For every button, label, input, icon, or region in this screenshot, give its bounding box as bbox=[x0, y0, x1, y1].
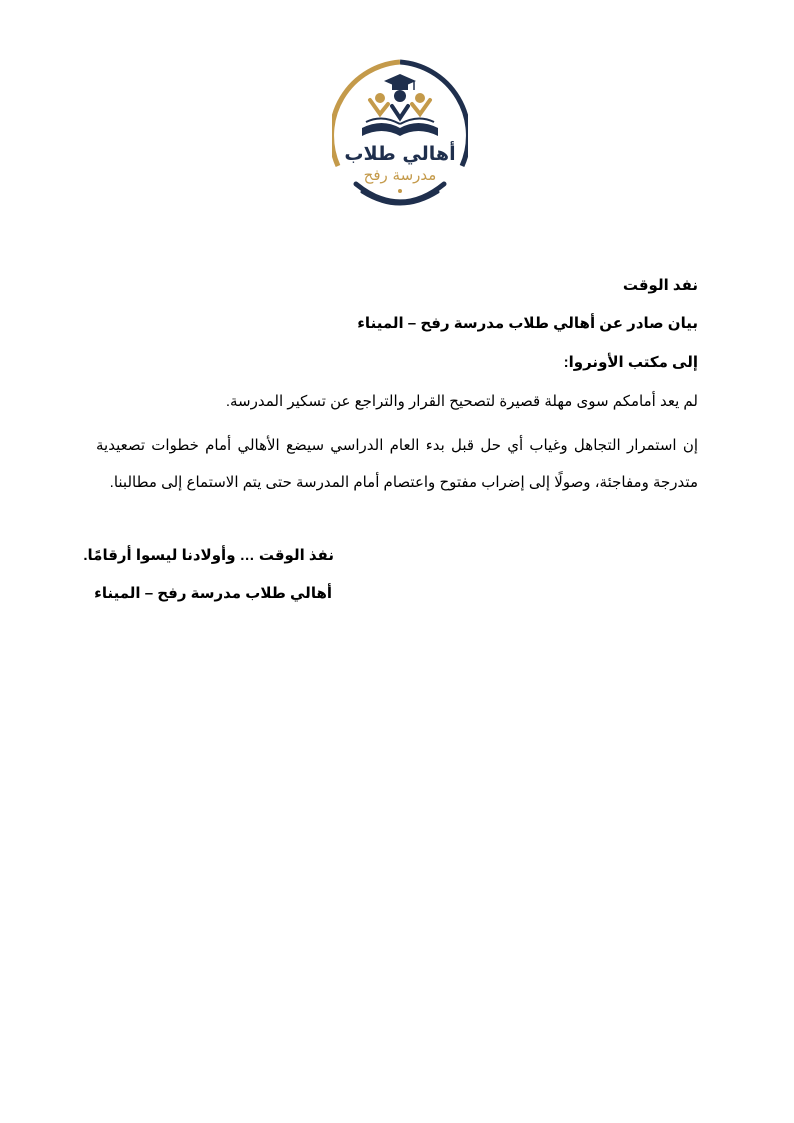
document-title: نفد الوقت bbox=[622, 277, 698, 294]
closing-slogan: نفذ الوقت … وأولادنا ليسوا أرقامًا. bbox=[83, 547, 334, 564]
body-line-1: لم يعد أمامكم سوى مهلة قصيرة لتصحيح القرار والتراجع عن تسكير المدرسة. bbox=[225, 393, 698, 410]
body-paragraph: إن استمرار التجاهل وغياب أي حل قبل بدء العام الدراسي سيضع الأهالي أمام خطوات تصعيدية متدرجة ومفاجئة، وصولًا إلى إضراب مفتوح واعتصام أمام المدرسة حتى يتم الاستماع إلى مطالبنا. bbox=[96, 437, 698, 491]
logo-line1: أهالي طلاب bbox=[344, 143, 456, 165]
school-logo bbox=[332, 56, 468, 216]
addressee: إلى مكتب الأونروا: bbox=[563, 354, 698, 371]
signature: أهالي طلاب مدرسة رفح – الميناء bbox=[94, 585, 332, 602]
school-logo-icon bbox=[332, 56, 468, 216]
statement-from: بيان صادر عن أهالي طلاب مدرسة رفح – الميناء bbox=[357, 315, 698, 332]
logo-line2: مدرسة رفح bbox=[363, 166, 437, 184]
